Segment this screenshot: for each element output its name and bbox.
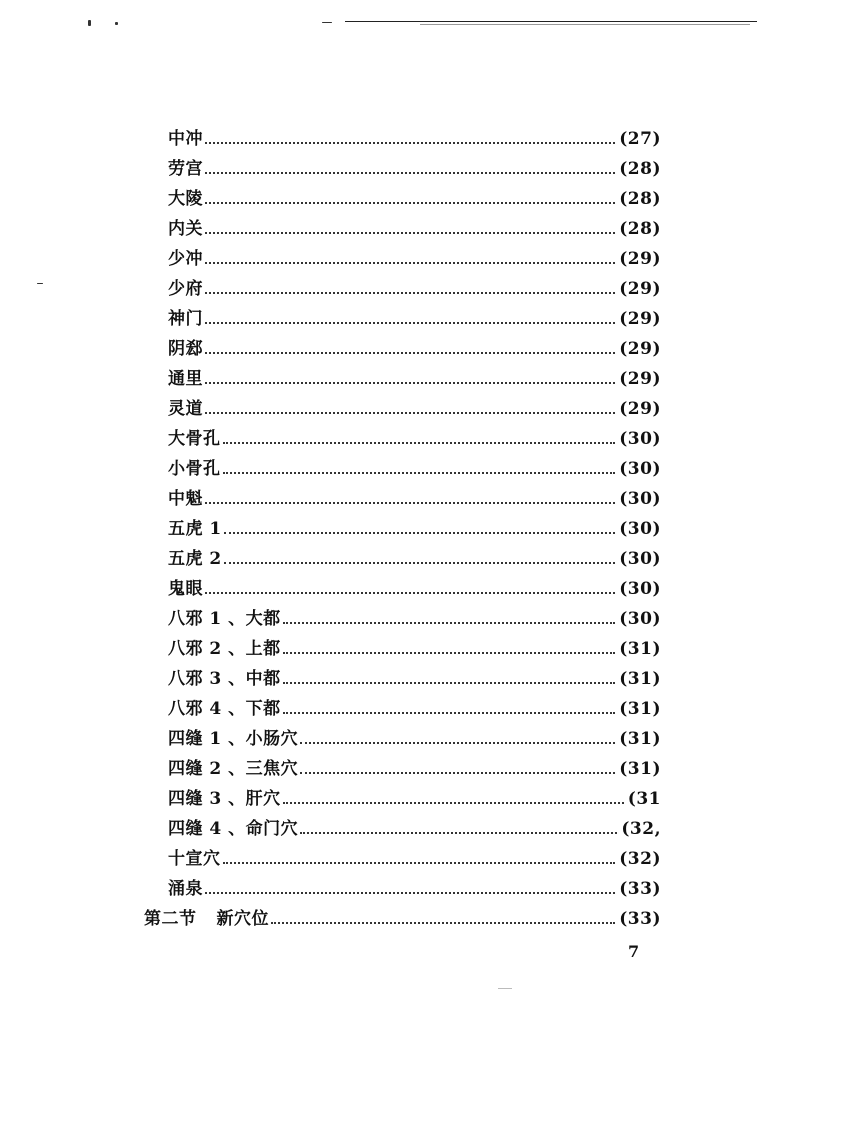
toc-dot-leader xyxy=(283,622,616,624)
toc-dot-leader xyxy=(205,322,615,324)
toc-entry[interactable] xyxy=(168,784,661,814)
toc-entry[interactable] xyxy=(168,394,661,424)
toc-entry[interactable] xyxy=(168,154,661,184)
toc-entry-title: 大陵 xyxy=(168,189,203,209)
toc-entry-title: 五虎 2 xyxy=(168,549,222,569)
toc-entry[interactable] xyxy=(168,484,661,514)
scan-speck xyxy=(88,20,91,26)
scan-speck xyxy=(322,22,332,23)
toc-entry-page: (32) xyxy=(619,849,661,869)
toc-dot-leader xyxy=(223,442,616,444)
scan-speck xyxy=(37,283,43,284)
toc-entry-page: (28) xyxy=(619,219,661,239)
toc-dot-leader xyxy=(283,802,624,804)
toc-entry-page: (29) xyxy=(619,309,661,329)
toc-entry[interactable] xyxy=(168,214,661,244)
toc-entry-title: 八邪 1 、大都 xyxy=(168,609,281,629)
toc-entry[interactable] xyxy=(168,274,661,304)
toc-entry[interactable] xyxy=(168,844,661,874)
toc-entry-page: (30) xyxy=(619,489,661,509)
toc-entry-title: 内关 xyxy=(168,219,203,239)
toc-entry-title: 八邪 2 、上都 xyxy=(168,639,281,659)
toc-entry[interactable] xyxy=(168,184,661,214)
toc-entry-page: (28) xyxy=(619,189,661,209)
toc-entry-page: (29) xyxy=(619,279,661,299)
toc-entry-page: (30) xyxy=(619,579,661,599)
toc-entry-title: 劳宫 xyxy=(168,159,203,179)
toc-entry-title: 鬼眼 xyxy=(168,579,203,599)
toc-dot-leader xyxy=(205,352,615,354)
toc-dot-leader xyxy=(205,892,615,894)
toc-entry[interactable] xyxy=(168,304,661,334)
toc-section-entry[interactable] xyxy=(144,904,661,934)
toc-entry[interactable] xyxy=(168,424,661,454)
toc-dot-leader xyxy=(205,382,615,384)
toc-entry-title: 少冲 xyxy=(168,249,203,269)
toc-entry-title: 四缝 1 、小肠穴 xyxy=(168,729,299,749)
toc-entry-title: 四缝 2 、三焦穴 xyxy=(168,759,299,779)
toc-entry[interactable] xyxy=(168,754,661,784)
toc-entry-page: (28) xyxy=(619,159,661,179)
toc-entry-title: 八邪 4 、下都 xyxy=(168,699,281,719)
toc-entry[interactable] xyxy=(168,364,661,394)
toc-entry-page: (29) xyxy=(619,339,661,359)
toc-entry-page: (30) xyxy=(619,459,661,479)
scan-speck xyxy=(498,988,512,989)
toc-entry[interactable] xyxy=(168,544,661,574)
toc-entry-title: 小骨孔 xyxy=(168,459,221,479)
toc-entry-page: (31) xyxy=(619,639,661,659)
toc-entry-title: 涌泉 xyxy=(168,879,203,899)
toc-entry-page: (29) xyxy=(619,369,661,389)
toc-entry[interactable] xyxy=(168,634,661,664)
toc-entry[interactable] xyxy=(168,244,661,274)
scan-speck xyxy=(115,22,118,25)
toc-entry[interactable] xyxy=(168,694,661,724)
toc-entry[interactable] xyxy=(168,874,661,904)
toc-dot-leader xyxy=(223,472,616,474)
toc-entry[interactable] xyxy=(168,814,661,844)
toc-entry-page: (27) xyxy=(619,129,661,149)
toc-dot-leader xyxy=(300,742,615,744)
toc-entry[interactable] xyxy=(168,334,661,364)
toc-entry[interactable] xyxy=(168,124,661,154)
toc-entry-page: (31) xyxy=(619,729,661,749)
toc-entry-title: 大骨孔 xyxy=(168,429,221,449)
toc-section-title: 新穴位 xyxy=(216,909,269,929)
toc-entry[interactable] xyxy=(168,664,661,694)
toc-dot-leader xyxy=(283,652,616,654)
toc-entry-page: (31) xyxy=(619,699,661,719)
top-rule-shadow xyxy=(420,24,750,25)
toc-entry-page: (31 xyxy=(627,789,661,809)
toc-entry[interactable] xyxy=(168,514,661,544)
toc-dot-leader xyxy=(271,922,615,924)
toc-entry-title: 八邪 3 、中都 xyxy=(168,669,281,689)
toc-entry[interactable] xyxy=(168,604,661,634)
toc-entry-title: 五虎 1 xyxy=(168,519,222,539)
toc-dot-leader xyxy=(205,202,615,204)
toc-section-page: (33) xyxy=(619,909,661,929)
toc-dot-leader xyxy=(223,862,616,864)
toc-dot-leader xyxy=(224,532,616,534)
toc-dot-leader xyxy=(205,592,615,594)
toc-entry-title: 阴郄 xyxy=(168,339,203,359)
toc-entry-title: 少府 xyxy=(168,279,203,299)
toc-entry-title: 四缝 4 、命门穴 xyxy=(168,819,299,839)
toc-entry-page: (29) xyxy=(619,399,661,419)
toc-entry-page: (29) xyxy=(619,249,661,269)
toc-dot-leader xyxy=(205,232,615,234)
toc-entry-title: 四缝 3 、肝穴 xyxy=(168,789,281,809)
toc-dot-leader xyxy=(224,562,616,564)
toc-entry-title: 通里 xyxy=(168,369,203,389)
toc-dot-leader xyxy=(205,172,615,174)
toc-dot-leader xyxy=(205,412,615,414)
top-rule xyxy=(345,21,757,22)
toc-entry-title: 中魁 xyxy=(168,489,203,509)
toc-section-heading xyxy=(144,904,269,934)
toc-entry[interactable] xyxy=(168,574,661,604)
page-number: 7 xyxy=(628,942,640,961)
toc-entry[interactable] xyxy=(168,454,661,484)
toc-entry[interactable] xyxy=(168,724,661,754)
toc-entry-title: 十宣穴 xyxy=(168,849,221,869)
toc-entry-page: (30) xyxy=(619,429,661,449)
toc-section-label: 第二节 xyxy=(144,909,197,929)
toc-dot-leader xyxy=(283,712,616,714)
toc-entry-page: (30) xyxy=(619,609,661,629)
toc-entry-title: 中冲 xyxy=(168,129,203,149)
toc-entry-page: (30) xyxy=(619,519,661,539)
toc-dot-leader xyxy=(300,772,615,774)
toc-entry-page: (33) xyxy=(619,879,661,899)
toc-entry-title: 神门 xyxy=(168,309,203,329)
toc-dot-leader xyxy=(205,142,615,144)
toc-dot-leader xyxy=(283,682,616,684)
toc-dot-leader xyxy=(205,262,615,264)
toc-entry-page: (30) xyxy=(619,549,661,569)
toc-dot-leader xyxy=(205,292,615,294)
toc-dot-leader xyxy=(205,502,615,504)
toc-entry-page: (32, xyxy=(621,819,661,839)
toc-entry-page: (31) xyxy=(619,759,661,779)
toc-entry-page: (31) xyxy=(619,669,661,689)
toc-entry-title: 灵道 xyxy=(168,399,203,419)
toc-dot-leader xyxy=(300,832,617,834)
